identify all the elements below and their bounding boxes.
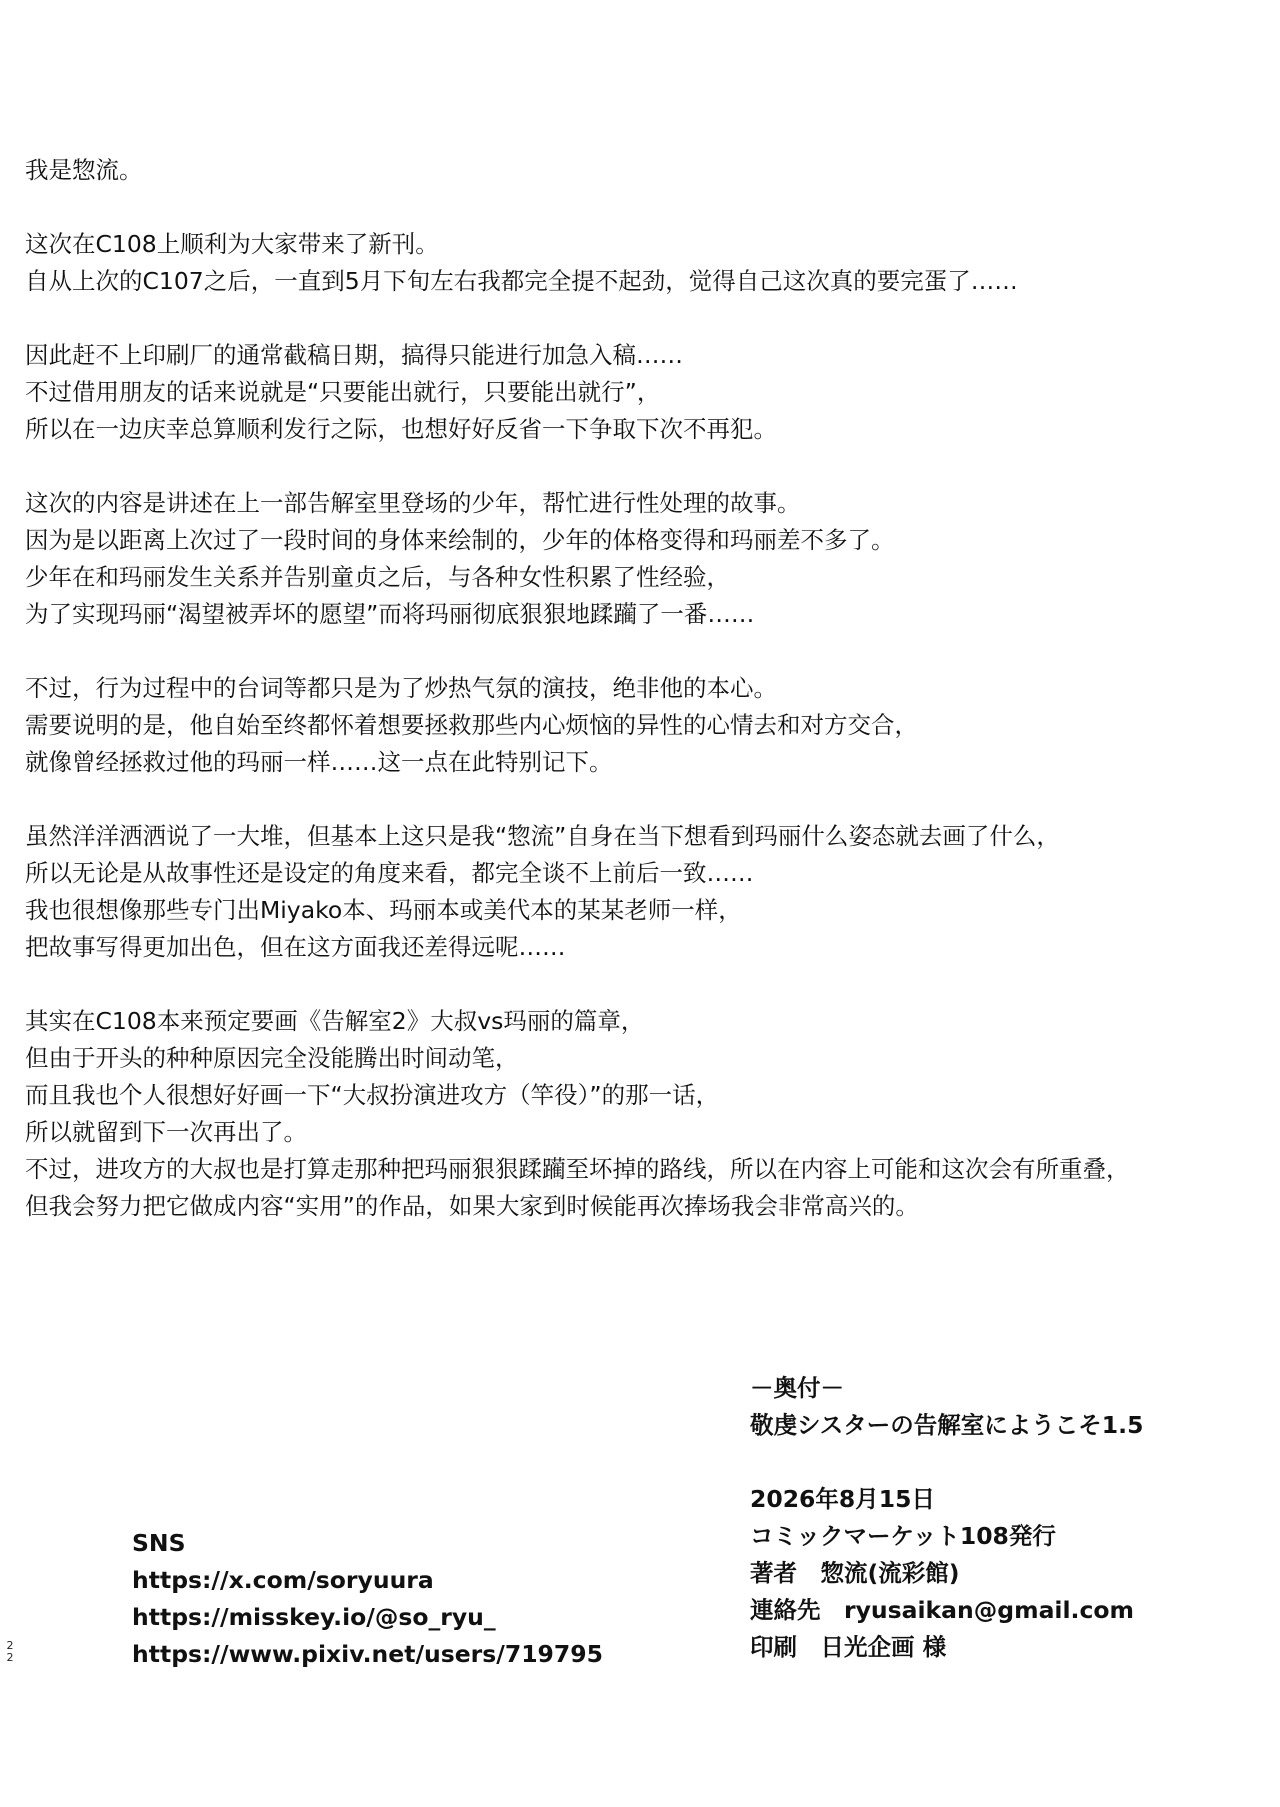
afterword-line: 我也很想像那些专门出Miyako本、玛丽本或美代本的某某老师一样， xyxy=(25,896,742,924)
afterword-line: 其实在C108本来预定要画《告解室2》大叔vs玛丽的篇章， xyxy=(25,1007,645,1035)
afterword-line: 因为是以距离上次过了一段时间的身体来绘制的，少年的体格变得和玛丽差不多了。 xyxy=(25,526,895,554)
afterword xyxy=(25,152,1265,1262)
afterword-paragraph xyxy=(25,818,1265,966)
colophon-printer: 印刷 日光企画 様 xyxy=(750,1633,947,1661)
colophon xyxy=(750,1370,1143,1666)
afterword-line: 所以就留到下一次再出了。 xyxy=(25,1118,307,1146)
colophon-title: 敬虔シスターの告解室にようこそ1.5 xyxy=(750,1411,1144,1439)
afterword-line: 这次的内容是讲述在上一部告解室里登场的少年，帮忙进行性处理的故事。 xyxy=(25,489,801,517)
colophon-event: コミックマーケット108発行 xyxy=(750,1522,1056,1550)
sns-heading: SNS xyxy=(132,1529,186,1557)
colophon-date: 2026年8月15日 xyxy=(750,1485,935,1513)
page-number xyxy=(4,1640,16,1664)
afterword-paragraph xyxy=(25,226,1265,300)
afterword-line: 不过，行为过程中的台词等都只是为了炒热气氛的演技，绝非他的本心。 xyxy=(25,674,777,702)
afterword-paragraph xyxy=(25,337,1265,448)
afterword-line: 而且我也个人很想好好画一下“大叔扮演进攻方（竿役）”的那一话， xyxy=(25,1081,720,1109)
sns-link-misskey: https://misskey.io/@so_ryu_ xyxy=(132,1603,496,1631)
colophon-contact: 連絡先 ryusaikan@gmail.com xyxy=(750,1596,1135,1624)
afterword-line: 把故事写得更加出色，但在这方面我还差得远呢…… xyxy=(25,933,566,961)
afterword-paragraph xyxy=(25,670,1265,781)
afterword-paragraph xyxy=(25,1003,1265,1225)
page-number-digit: 2 xyxy=(6,1651,14,1664)
afterword-line: 为了实现玛丽“渴望被弄坏的愿望”而将玛丽彻底狠狠地蹂躏了一番…… xyxy=(25,600,755,628)
afterword-line: 不过，进攻方的大叔也是打算走那种把玛丽狠狠蹂躏至坏掉的路线，所以在内容上可能和这次会有所重叠， xyxy=(25,1155,1130,1183)
afterword-line: 少年在和玛丽发生关系并告别童贞之后，与各种女性积累了性经验， xyxy=(25,563,730,591)
afterword-line: 所以在一边庆幸总算顺利发行之际，也想好好反省一下争取下次不再犯。 xyxy=(25,415,777,443)
sns-link-x: https://x.com/soryuura xyxy=(132,1566,434,1594)
afterword-paragraph xyxy=(25,152,1265,189)
afterword-line: 就像曾经拯救过他的玛丽一样……这一点在此特别记下。 xyxy=(25,748,613,776)
afterword-line: 需要说明的是，他自始至终都怀着想要拯救那些内心烦恼的异性的心情去和对方交合， xyxy=(25,711,918,739)
colophon-spacer xyxy=(750,1444,1143,1481)
afterword-paragraph xyxy=(25,485,1265,633)
colophon-author: 著者 惣流(流彩館) xyxy=(750,1559,960,1587)
afterword-line: 自从上次的C107之后，一直到5月下旬左右我都完全提不起劲，觉得自己这次真的要完蛋了…… xyxy=(25,267,1018,295)
colophon-heading: －奥付－ xyxy=(750,1374,844,1402)
afterword-line: 不过借用朋友的话来说就是“只要能出就行，只要能出就行”， xyxy=(25,378,661,406)
sns-link-pixiv: https://www.pixiv.net/users/719795 xyxy=(132,1640,603,1668)
afterword-line: 这次在C108上顺利为大家带来了新刊。 xyxy=(25,230,439,258)
afterword-line: 所以无论是从故事性还是设定的角度来看，都完全谈不上前后一致…… xyxy=(25,859,754,887)
afterword-line: 但我会努力把它做成内容“实用”的作品，如果大家到时候能再次捧场我会非常高兴的。 xyxy=(25,1192,919,1220)
afterword-line: 我是惣流。 xyxy=(25,156,143,184)
page-number-digit: 2 xyxy=(6,1639,14,1652)
sns-block xyxy=(132,1525,603,1673)
afterword-line: 虽然洋洋洒洒说了一大堆，但基本上这只是我“惣流”自身在当下想看到玛丽什么姿态就去画了什么， xyxy=(25,822,1060,850)
afterword-line: 因此赶不上印刷厂的通常截稿日期，搞得只能进行加急入稿…… xyxy=(25,341,683,369)
afterword-line: 但由于开头的种种原因完全没能腾出时间动笔， xyxy=(25,1044,519,1072)
